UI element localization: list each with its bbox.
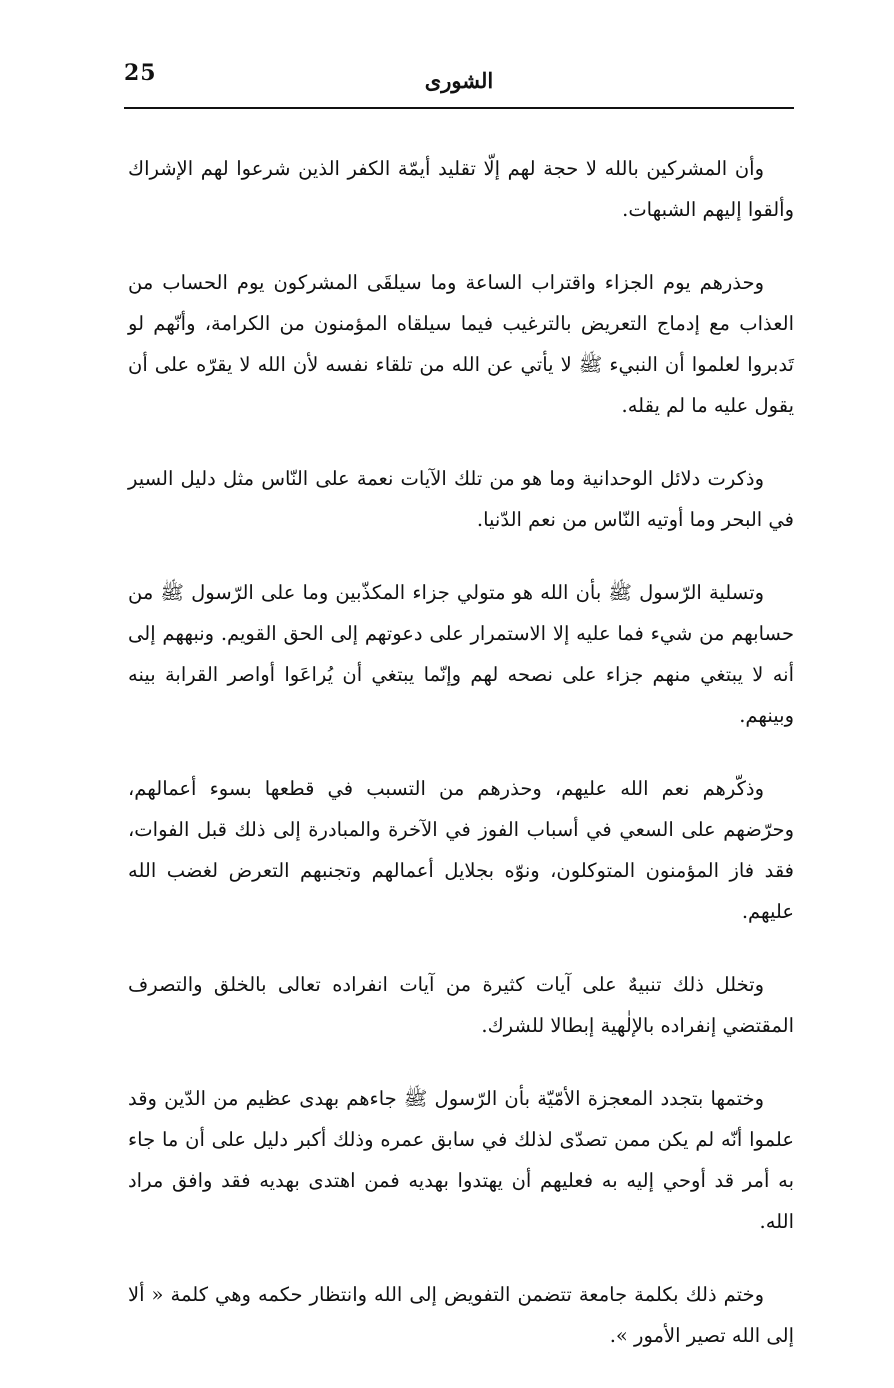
paragraph: وذكرت دلائل الوحدانية وما هو من تلك الآيات نعمة على النّاس مثل دليل السير في البحر وما أوتيه النّاس من نعم الدّنيا.	[128, 467, 794, 531]
paragraph: وتسلية الرّسول ﷺ بأن الله هو متولي جزاء المكذّبين وما على الرّسول ﷺ من حسابهم من شيء فما عليه إلا الاستمرار على دعوتهم إلى الحق القويم. ونبههم إلى أنه لا يبتغي منهم جزاء على نصحه لهم وإنّما يبتغي أن يُراعَوا أواصر القرابة بينه وبينهم.	[128, 581, 794, 727]
paragraph: وذكّرهم نعم الله عليهم، وحذرهم من التسبب في قطعها بسوء أعمالهم، وحرّضهم على السعي في أسباب الفوز في الآخرة والمبادرة إلى ذلك قبل الفوات، فقد فاز المؤمنون المتوكلون، ونوّه بجلايل أعمالهم وتجنبهم التعرض لغضب الله عليهم.	[128, 777, 794, 923]
paragraph: وحذرهم يوم الجزاء واقتراب الساعة وما سيلقَى المشركون يوم الحساب من العذاب مع إدماج التعريض بالترغيب فيما سيلقاه المؤمنون من الكرامة، وأنّهم لو تَدبروا لعلموا أن النبيء ﷺ لا يأتي عن الله من تلقاء نفسه لأن الله لا يقرّه على أن يقول عليه ما لم يقله.	[128, 271, 794, 417]
paragraph: وأن المشركين بالله لا حجة لهم إلّا تقليد أيمّة الكفر الذين شرعوا لهم الإشراك وألقوا إليهم الشبهات.	[128, 157, 794, 221]
body-text	[128, 148, 794, 1388]
page-number: 25	[124, 60, 157, 86]
paragraph: وتخلل ذلك تنبيهٌ على آيات كثيرة من آيات انفراده تعالى بالخلق والتصرف المقتضي إنفراده بالإلٰهية إبطالا للشرك.	[128, 973, 794, 1037]
page-header	[124, 58, 794, 108]
paragraph: وختم ذلك بكلمة جامعة تتضمن التفويض إلى الله وانتظار حكمه وهي كلمة « ألا إلى الله تصير الأمور ».	[128, 1283, 794, 1347]
running-title: الشورى	[424, 68, 494, 93]
header-divider	[124, 107, 794, 109]
paragraph: وختمها بتجدد المعجزة الأمّيّة بأن الرّسول ﷺ جاءهم بهدى عظيم من الدّين وقد علموا أنّه لم يكن ممن تصدّى لذلك في سابق عمره وذلك أكبر دليل على أن ما جاء به أمر قد أوحي إليه به فعليهم أن يهتدوا بهديه فمن اهتدى بهديه فقد وافق مراد الله.	[128, 1087, 794, 1233]
